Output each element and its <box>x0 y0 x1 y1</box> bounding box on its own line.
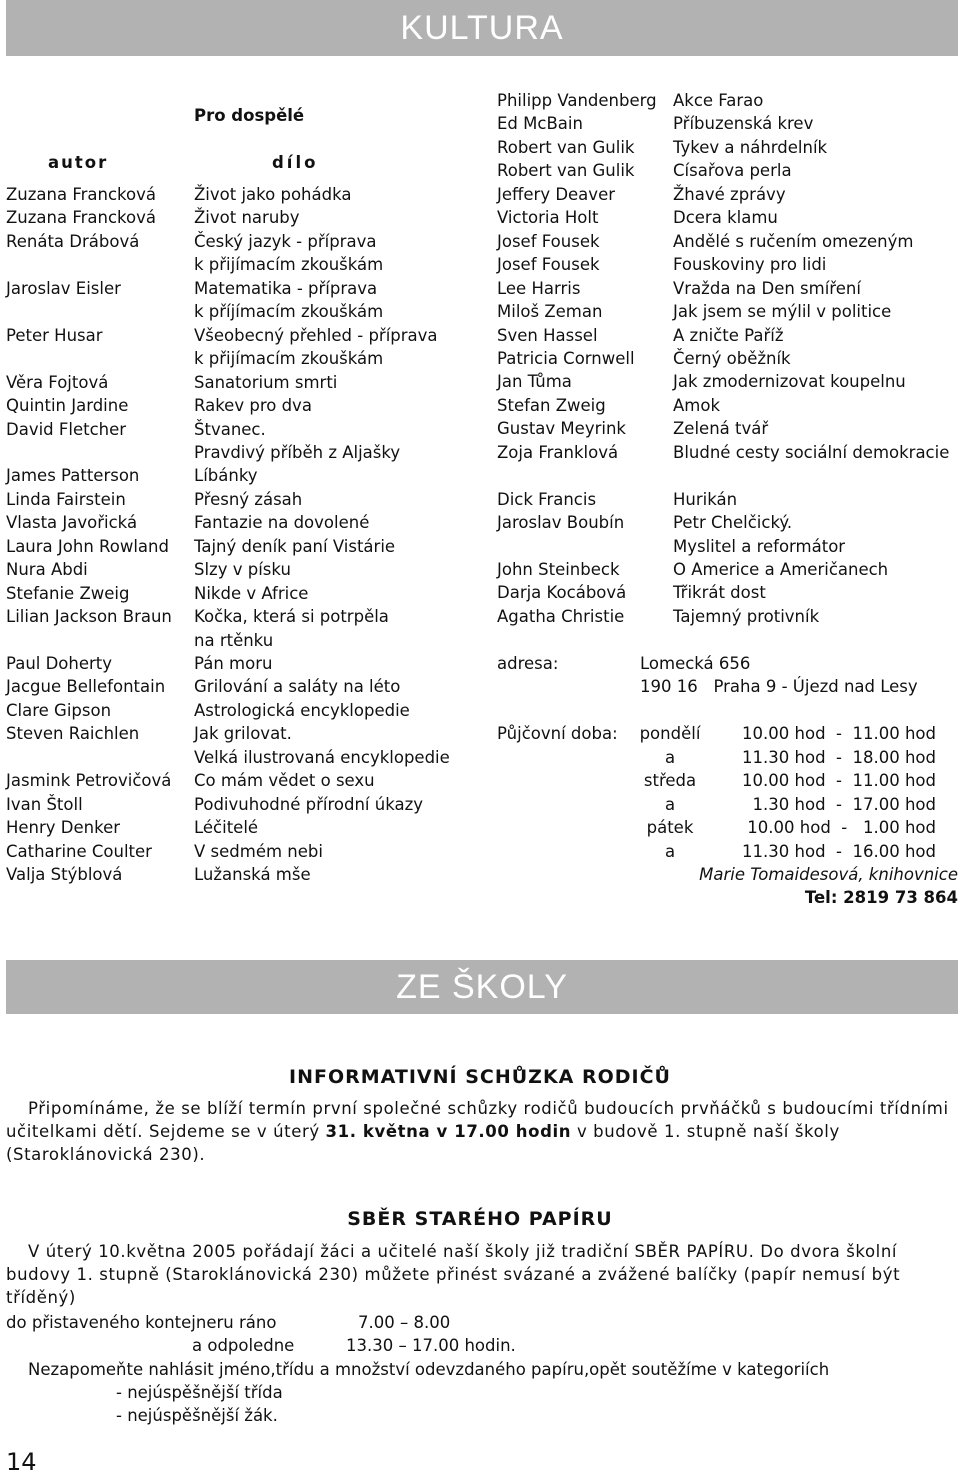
address-label: adresa: <box>497 654 559 673</box>
book-author: Peter Husar <box>6 325 103 345</box>
section-banner-kultura: KULTURA <box>6 0 958 56</box>
category-pupil: - nejúspěšnější žák. <box>116 1406 278 1425</box>
book-title: Žhavé zprávy <box>673 184 786 204</box>
book-author: Sven Hassel <box>497 325 598 345</box>
column-header-work: dílo <box>272 153 319 172</box>
address-line-2: 190 16 Praha 9 - Újezd nad Lesy <box>640 677 918 696</box>
book-title: k přijímacím zkouškám <box>194 255 384 275</box>
book-title: Tajný deník paní Vistárie <box>194 536 396 556</box>
book-author: Robert van Gulik <box>497 161 635 181</box>
book-author: Jaroslav Boubín <box>497 513 625 533</box>
reminder-text: Nezapomeňte nahlásit jméno,třídu a množství odevzdaného papíru,opět soutěžíme v kategoriích <box>28 1360 830 1379</box>
book-title: k přijímacím zkouškám <box>194 349 384 369</box>
book-title: Kočka, která si potrpěla <box>194 607 389 627</box>
column-header-author: autor <box>48 153 109 172</box>
book-title: A zničte Paříž <box>673 325 784 345</box>
book-author: Patricia Cornwell <box>497 348 635 368</box>
meeting-paragraph <box>6 1097 958 1166</box>
book-title: Pán moru <box>194 654 273 673</box>
book-title: Vražda na Den smíření <box>673 278 861 298</box>
page-number: 14 <box>6 1448 37 1476</box>
book-title: Velká ilustrovaná encyklopedie <box>194 747 450 767</box>
book-title: Amok <box>673 395 721 415</box>
book-title: Líbánky <box>194 466 258 486</box>
book-author: Quintin Jardine <box>6 396 129 416</box>
book-author: Philipp Vandenberg <box>497 91 657 110</box>
book-title: Matematika - příprava <box>194 278 378 298</box>
book-author: Lilian Jackson Braun <box>6 607 172 627</box>
book-author: Zuzana Francková <box>6 185 156 204</box>
section-title-adults: Pro dospělé <box>194 106 305 125</box>
book-title: Bludné cesty sociální demokracie <box>673 442 950 462</box>
hours-day: středa <box>643 771 697 790</box>
hours-time: 10.00 hod - 11.00 hod <box>742 724 936 743</box>
book-author: John Steinbeck <box>497 560 620 579</box>
book-title: Všeobecný přehled - příprava <box>194 325 438 345</box>
book-author: Stefan Zweig <box>497 395 606 415</box>
book-title: Astrologická encyklopedie <box>194 700 410 720</box>
book-author: Darja Kocábová <box>497 583 627 603</box>
library-phone: Tel: 2819 73 864 <box>804 888 958 907</box>
book-title: Akce Farao <box>673 91 764 110</box>
book-title: Třikrát dost <box>673 583 766 603</box>
paper-collection-title: SBĚR STARÉHO PAPÍRU <box>347 1208 613 1230</box>
book-title: V sedmém nebi <box>194 841 323 861</box>
book-title: Jak zmodernizovat koupelnu <box>673 372 906 392</box>
book-author: Jaroslav Eisler <box>6 278 121 298</box>
hours-day: a <box>664 794 676 814</box>
book-title: na rtěnku <box>194 630 274 650</box>
schedule-afternoon-time: 13.30 – 17.00 hodin. <box>346 1336 516 1355</box>
meeting-text-a: Připomínáme, že se blíží termín první společné schůzky rodičů budoucích prvňáčků s budoucími třídními učitelkami dětí. Sejdeme se v úterý <box>6 1099 949 1141</box>
book-title: Černý oběžník <box>673 348 791 368</box>
book-author: Renáta Drábová <box>6 231 140 251</box>
category-class: - nejúspěšnější třída <box>116 1383 283 1402</box>
book-author: Linda Fairstein <box>6 489 126 509</box>
book-author: Stefanie Zweig <box>6 583 130 603</box>
book-title: Jak grilovat. <box>194 724 292 744</box>
hours-day: a <box>664 841 676 861</box>
book-author: Valja Stýblová <box>6 865 123 885</box>
book-author: Ivan Štoll <box>6 794 83 814</box>
book-title: O Americe a Američanech <box>673 560 889 579</box>
schedule-morning-time: 7.00 – 8.00 <box>358 1313 451 1332</box>
book-title: Příbuzenská krev <box>673 114 814 134</box>
book-author: Zuzana Francková <box>6 208 156 228</box>
book-author: Gustav Meyrink <box>497 419 626 439</box>
schedule-afternoon-label: a odpoledne <box>192 1336 295 1355</box>
book-title: Pravdivý příběh z Aljašky <box>194 442 401 462</box>
book-title: Tajemný protivník <box>673 606 820 626</box>
book-title: Štvanec. <box>194 419 266 439</box>
hours-day: a <box>664 747 676 767</box>
book-title: Zelená tvář <box>673 419 769 439</box>
book-author: Steven Raichlen <box>6 724 140 744</box>
book-title: Dcera klamu <box>673 208 778 228</box>
book-author: Agatha Christie <box>497 606 625 626</box>
book-title: Hurikán <box>673 489 738 509</box>
book-title: Život jako pohádka <box>194 185 352 204</box>
book-title: Sanatorium smrti <box>194 372 338 392</box>
meeting-title: INFORMATIVNÍ SCHŮZKA RODIČŮ <box>289 1066 671 1088</box>
book-author: Zoja Franklová <box>497 442 619 462</box>
book-title: Grilování a saláty na léto <box>194 677 401 697</box>
book-title: Co mám vědet o sexu <box>194 771 375 791</box>
hours-day: pondělí <box>639 724 701 743</box>
book-author: Vlasta Javořická <box>6 513 138 533</box>
book-author: James Patterson <box>6 466 140 486</box>
book-author: Ed McBain <box>497 114 583 134</box>
book-title: Život naruby <box>194 208 300 228</box>
book-author: Clare Gipson <box>6 700 112 720</box>
book-title: Andělé s ručením omezeným <box>673 231 914 251</box>
hours-day: pátek <box>646 818 694 837</box>
book-title: Petr Chelčický. <box>673 513 793 533</box>
book-author: Lee Harris <box>497 278 581 298</box>
book-title: Fouskoviny pro lidi <box>673 255 827 275</box>
hours-time: 11.30 hod - 18.00 hod <box>742 747 936 767</box>
book-author: Jasmink Petrovičová <box>6 771 172 791</box>
book-author: Věra Fojtová <box>6 372 109 392</box>
book-author: Miloš Zeman <box>497 302 603 322</box>
book-title: Léčitelé <box>194 818 259 838</box>
hours-label: Půjčovní doba: <box>497 724 618 743</box>
book-author: Robert van Gulik <box>497 137 635 157</box>
schedule-morning-label: do přistaveného kontejneru ráno <box>6 1313 277 1332</box>
book-title: Císařova perla <box>673 161 792 181</box>
book-title: Fantazie na dovolené <box>194 513 370 533</box>
hours-time: 1.30 hod - 17.00 hod <box>752 794 936 814</box>
book-author: Catharine Coulter <box>6 841 152 861</box>
book-title: Přesný zásah <box>194 489 303 509</box>
hours-time: 10.00 hod - 1.00 hod <box>747 818 936 837</box>
book-author: Laura John Rowland <box>6 536 169 556</box>
book-author: Jeffery Deaver <box>497 184 615 204</box>
hours-time: 11.30 hod - 16.00 hod <box>742 841 936 861</box>
book-author: Jacgue Bellefontain <box>6 677 166 697</box>
book-title: Tykev a náhrdelník <box>673 137 828 157</box>
book-author: David Fletcher <box>6 419 127 439</box>
section-banner-ze-skoly: ZE ŠKOLY <box>6 960 958 1014</box>
hours-time: 10.00 hod - 11.00 hod <box>742 771 936 790</box>
book-author: Dick Francis <box>497 489 597 509</box>
book-author: Paul Doherty <box>6 654 113 673</box>
book-author: Victoria Holt <box>497 208 599 228</box>
book-title: Rakev pro dva <box>194 396 312 416</box>
book-title: Český jazyk - příprava <box>194 231 377 251</box>
book-title: Slzy v písku <box>194 560 291 580</box>
book-title: Nikde v Africe <box>194 583 309 603</box>
book-author: Josef Fousek <box>497 231 600 251</box>
book-title: Podivuhodné přírodní úkazy <box>194 794 423 814</box>
librarian-name: Marie Tomaidesová, knihovnice <box>699 865 958 884</box>
meeting-text-b: v budově 1. stupně naší školy (Staroklánovická 230). <box>6 1122 840 1164</box>
address-line-1: Lomecká 656 <box>640 654 751 673</box>
book-author: Henry Denker <box>6 818 121 838</box>
meeting-date: 31. května v 17.00 hodin <box>325 1122 572 1141</box>
paper-paragraph: V úterý 10.května 2005 pořádají žáci a učitelé naší školy již tradiční SBĚR PAPÍRU. Do dvora školní budovy 1. stupně (Staroklánovická 230) můžete přinést svázané a zvážené balíčky (papír nemusí být tříděný) <box>6 1242 901 1307</box>
book-title: Myslitel a reformátor <box>673 536 846 556</box>
book-title: Jak jsem se mýlil v politice <box>673 302 892 322</box>
book-title: Lužanská mše <box>194 865 311 885</box>
book-author: Jan Tůma <box>497 372 572 392</box>
book-author: Josef Fousek <box>497 255 600 275</box>
book-author: Nura Abdi <box>6 560 88 580</box>
book-title: k příjímacím zkouškám <box>194 302 384 322</box>
